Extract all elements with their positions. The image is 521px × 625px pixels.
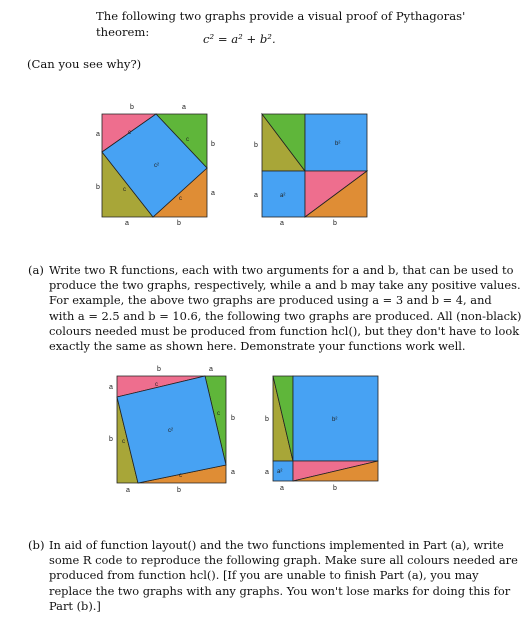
- square-a: [273, 461, 293, 481]
- label-a: a: [109, 384, 113, 391]
- label-c: c: [179, 473, 182, 479]
- part-a-line: exactly the same as shown here. Demonstrate your functions work well.: [49, 339, 466, 354]
- part-a-line: produce the two graphs, respectively, while a and b may take any positive values.: [49, 278, 521, 293]
- label-c: c: [217, 411, 220, 417]
- label-b: b: [254, 142, 258, 149]
- figure-2-a-b-squares: [244, 99, 384, 239]
- figure-3-c-squared: [97, 361, 237, 501]
- label-b: b: [231, 415, 235, 422]
- part-b-line: produced from function hcl(). [If you are unable to finish Part (a), you may: [49, 568, 479, 583]
- label-b: b: [211, 141, 215, 148]
- label-a-squared: a²: [280, 193, 286, 199]
- label-a: a: [254, 192, 258, 199]
- label-a: a: [125, 220, 129, 227]
- figure-4-a-b-squares: [255, 361, 395, 501]
- label-b: b: [96, 184, 100, 191]
- label-a: a: [211, 190, 215, 197]
- label-c-squared: c²: [168, 428, 173, 434]
- part-a-text: [49, 263, 521, 354]
- label-c: c: [128, 130, 131, 136]
- label-a: a: [96, 131, 100, 138]
- label-a: a: [280, 485, 284, 492]
- label-a: a: [265, 469, 269, 476]
- label-b: b: [265, 416, 269, 423]
- label-b: b: [130, 104, 134, 111]
- part-a-line: colours needed must be produced from function hcl(), but they don't have to look: [49, 323, 520, 338]
- label-a: a: [280, 220, 284, 227]
- part-b-line: some R code to reproduce the following graph. Make sure all colours needed are: [49, 553, 518, 568]
- label-b: b: [109, 436, 113, 443]
- label-b: b: [177, 220, 181, 227]
- part-b-line: Part (b).]: [49, 598, 101, 613]
- part-a-line: Write two R functions, each with two arguments for a and b, that can be used to: [49, 263, 514, 277]
- label-b: b: [333, 485, 337, 492]
- part-a-line: with a = 2.5 and b = 10.6, the following two graphs are produced. All (non-black): [49, 308, 521, 323]
- label-c: c: [123, 187, 126, 193]
- label-c: c: [155, 382, 158, 388]
- label-c: c: [122, 439, 125, 445]
- label-a: a: [209, 366, 213, 373]
- part-a-line: For example, the above two graphs are produced using a = 3 and b = 4, and: [49, 293, 492, 308]
- label-b: b: [333, 220, 337, 227]
- label-a-squared: a²: [277, 469, 283, 475]
- label-a: a: [182, 104, 186, 111]
- part-b-label: (b): [28, 538, 45, 552]
- question-text: (Can you see why?): [27, 57, 142, 71]
- label-c: c: [179, 196, 182, 202]
- label-a: a: [126, 487, 130, 494]
- label-c-squared: c²: [154, 163, 159, 169]
- part-a-label: (a): [28, 263, 44, 277]
- figure-1-c-squared: [82, 99, 222, 239]
- label-b-squared: b²: [335, 141, 341, 147]
- label-c: c: [186, 137, 189, 143]
- part-b-line: replace the two graphs with any graphs. You won't lose marks for doing this for: [49, 583, 511, 598]
- label-b: b: [157, 366, 161, 373]
- part-b-text: [49, 538, 518, 614]
- label-a: a: [231, 469, 235, 476]
- intro-text: The following two graphs provide a visual proof of Pythagoras' theorem:: [96, 9, 466, 39]
- theorem-equation: c² = a² + b².: [203, 32, 276, 46]
- label-b: b: [177, 487, 181, 494]
- label-b-squared: b²: [332, 417, 338, 423]
- part-b-line: In aid of function layout() and the two functions implemented in Part (a), write: [49, 538, 504, 552]
